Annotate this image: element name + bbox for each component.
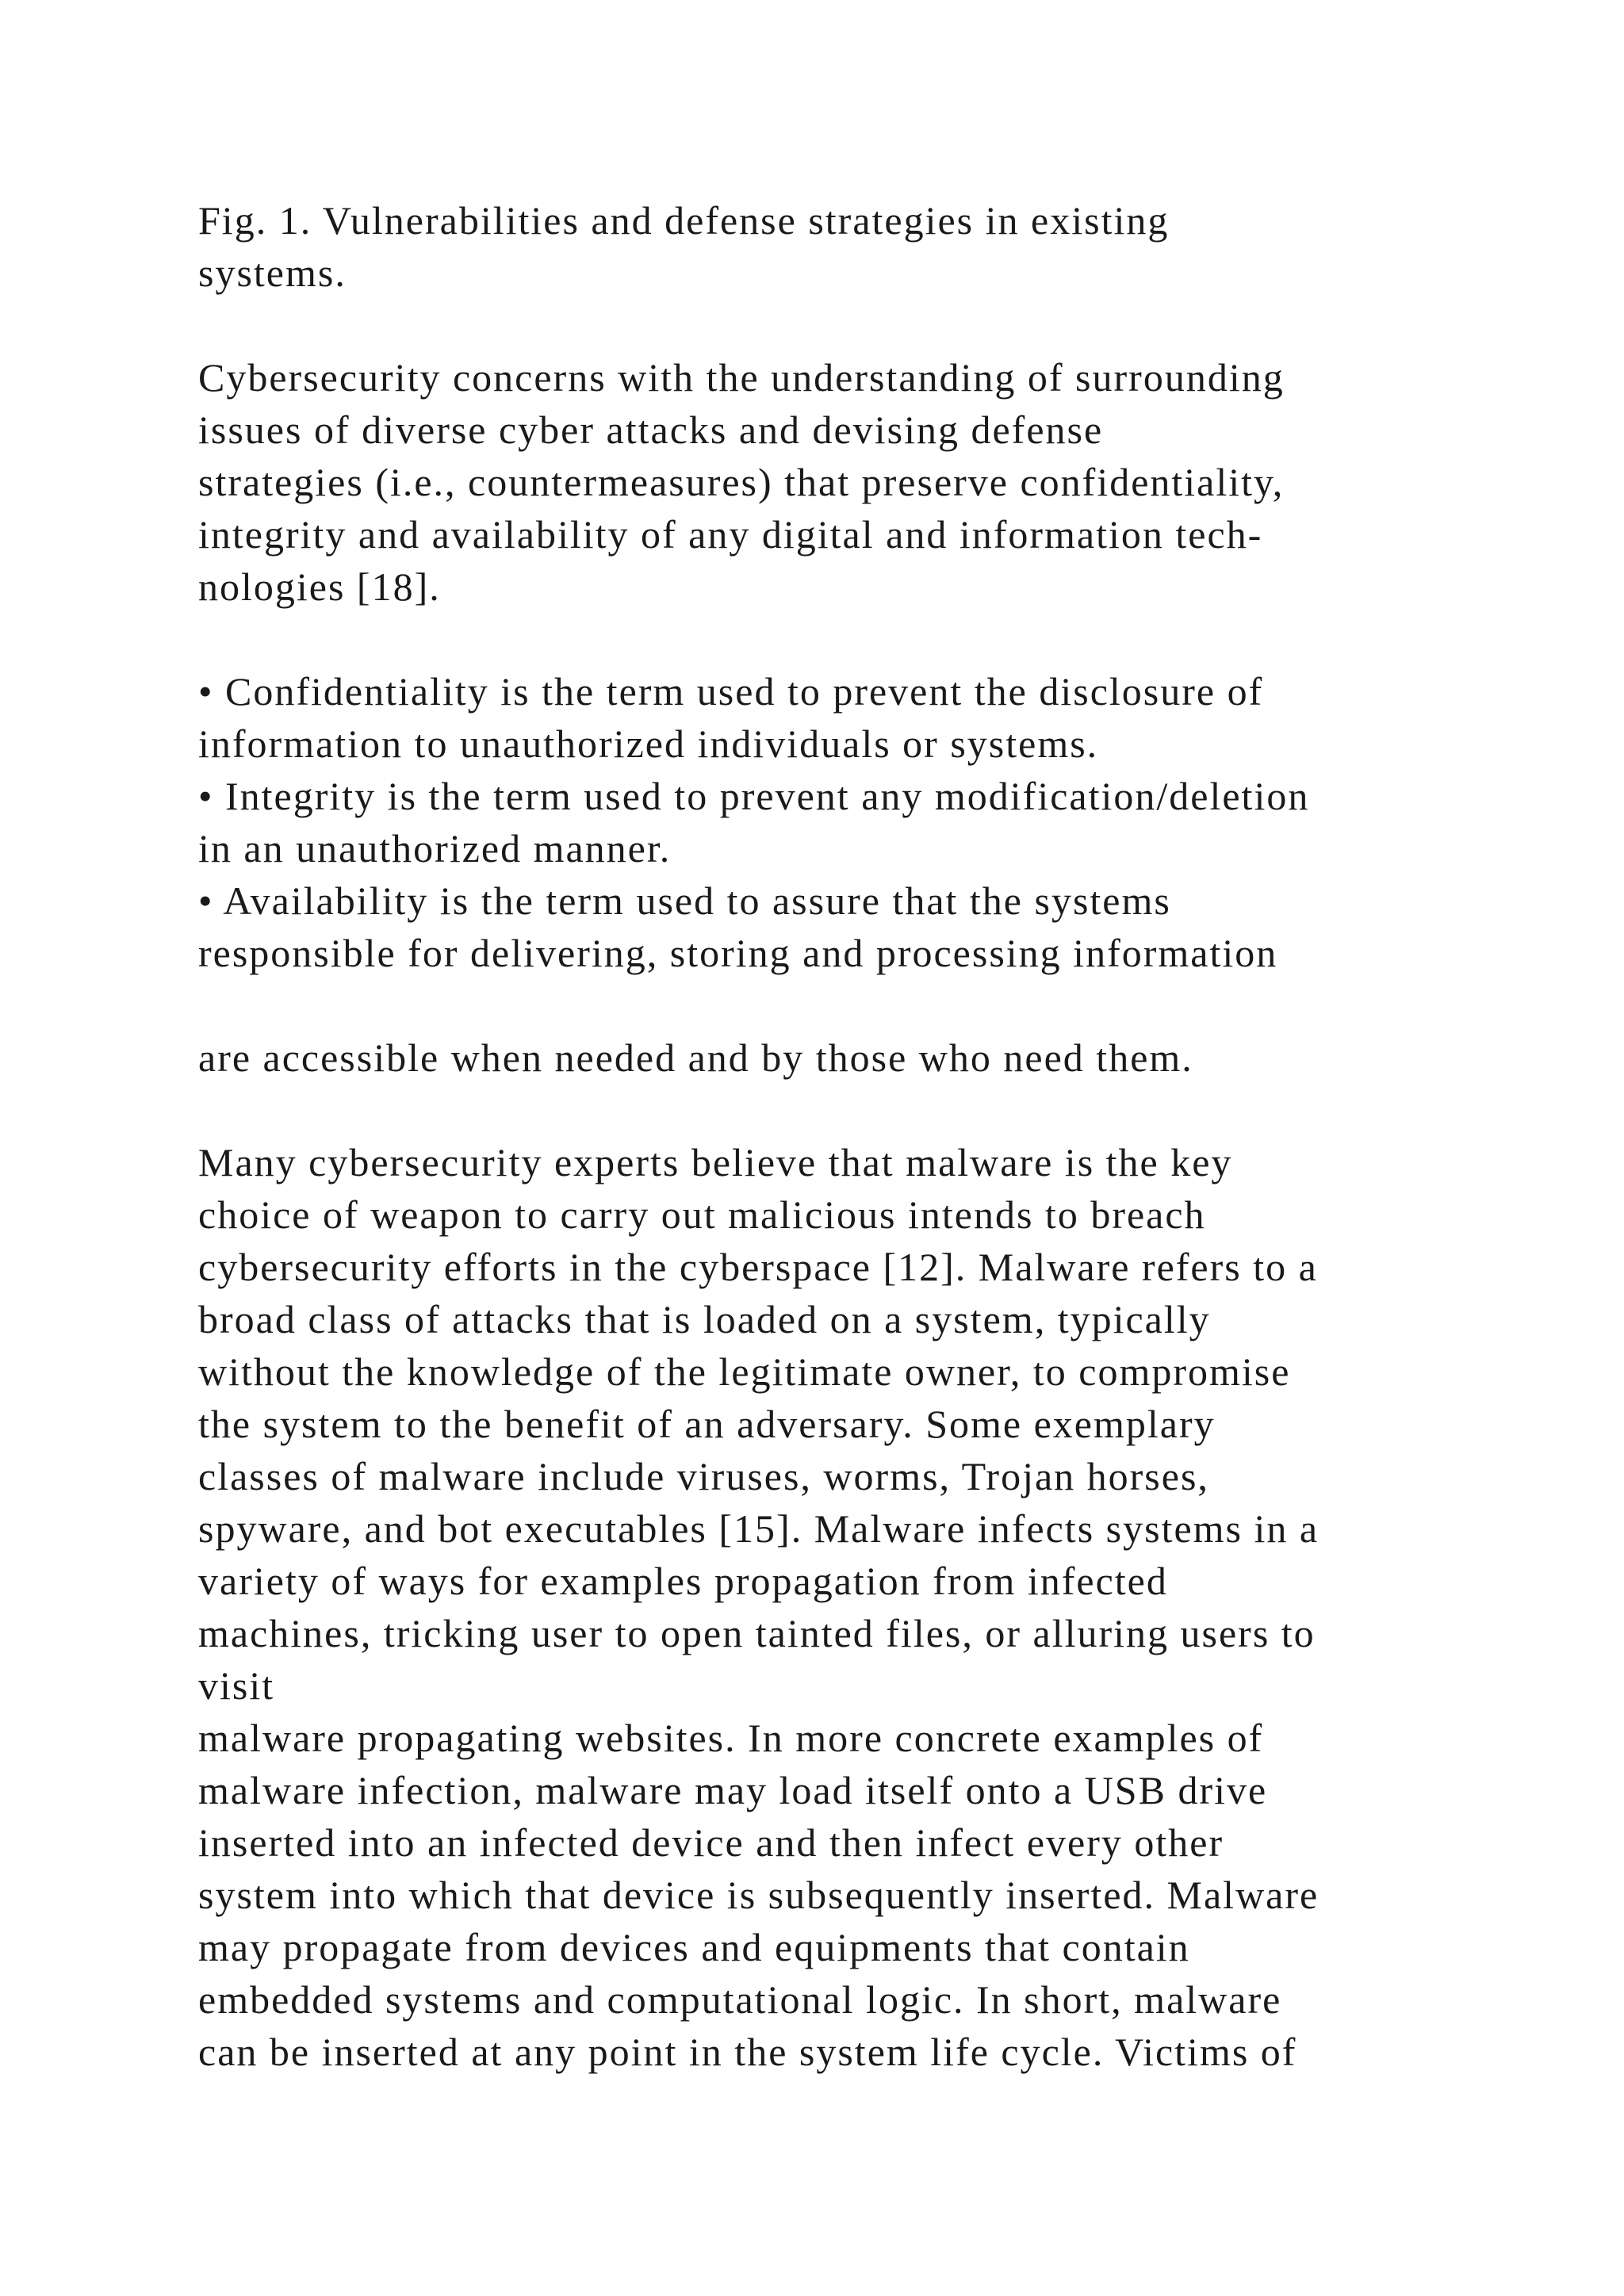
text-line: classes of malware include viruses, worms, Trojan horses,	[198, 1454, 1209, 1498]
paragraph-gap	[198, 299, 1515, 351]
text-line: machines, tricking user to open tainted files, or alluring users to	[198, 1611, 1316, 1655]
document-text	[198, 194, 1515, 2078]
text-line: system into which that device is subsequently inserted. Malware	[198, 1873, 1320, 1917]
text-line: spyware, and bot executables [15]. Malware infects systems in a	[198, 1506, 1320, 1551]
bullet-line: • Integrity is the term used to prevent any modification/deletion	[198, 774, 1310, 818]
paragraph-gap	[198, 979, 1515, 1031]
paragraph-cybersecurity-definition	[198, 351, 1515, 613]
text-line: cybersecurity efforts in the cyberspace [12]. Malware refers to a	[198, 1245, 1318, 1289]
text-line: visit	[198, 1663, 275, 1708]
text-line: malware propagating websites. In more concrete examples of	[198, 1716, 1264, 1760]
text-line: may propagate from devices and equipments that contain	[198, 1925, 1190, 1969]
text-line: Fig. 1. Vulnerabilities and defense strategies in existing	[198, 198, 1170, 243]
paragraph-gap	[198, 613, 1515, 665]
text-line: without the knowledge of the legitimate owner, to compromise	[198, 1349, 1291, 1394]
paragraph-gap	[198, 1084, 1515, 1136]
text-line: variety of ways for examples propagation from infected	[198, 1559, 1168, 1603]
bullet-line: responsible for delivering, storing and processing information	[198, 931, 1278, 975]
bullet-line: • Confidentiality is the term used to prevent the disclosure of	[198, 669, 1264, 714]
bullet-line: • Availability is the term used to assure that the systems	[198, 878, 1171, 923]
figure-caption	[198, 194, 1515, 299]
bullet-line: in an unauthorized manner.	[198, 826, 672, 871]
text-line: malware infection, malware may load itself onto a USB drive	[198, 1768, 1268, 1812]
text-line: integrity and availability of any digital and information tech-	[198, 512, 1263, 557]
paragraph-malware	[198, 1136, 1515, 2078]
bullet-list	[198, 665, 1515, 979]
text-line: embedded systems and computational logic. In short, malware	[198, 1977, 1282, 2022]
text-line: inserted into an infected device and then infect every other	[198, 1820, 1224, 1865]
text-line: strategies (i.e., countermeasures) that preserve confidentiality,	[198, 460, 1285, 504]
text-line: systems.	[198, 251, 347, 295]
text-line: the system to the benefit of an adversary. Some exemplary	[198, 1402, 1216, 1446]
bullet-line: information to unauthorized individuals or systems.	[198, 721, 1099, 766]
bullet-continuation	[198, 1031, 1515, 1084]
text-line: Cybersecurity concerns with the understanding of surrounding	[198, 355, 1285, 400]
text-line: can be inserted at any point in the system life cycle. Victims of	[198, 2030, 1297, 2074]
text-line: are accessible when needed and by those who need them.	[198, 1035, 1193, 1080]
text-line: choice of weapon to carry out malicious intends to breach	[198, 1192, 1206, 1237]
text-line: issues of diverse cyber attacks and devising defense	[198, 408, 1104, 452]
text-line: Many cybersecurity experts believe that malware is the key	[198, 1140, 1233, 1184]
text-line: nologies [18].	[198, 564, 441, 609]
text-line: broad class of attacks that is loaded on a system, typically	[198, 1297, 1211, 1341]
